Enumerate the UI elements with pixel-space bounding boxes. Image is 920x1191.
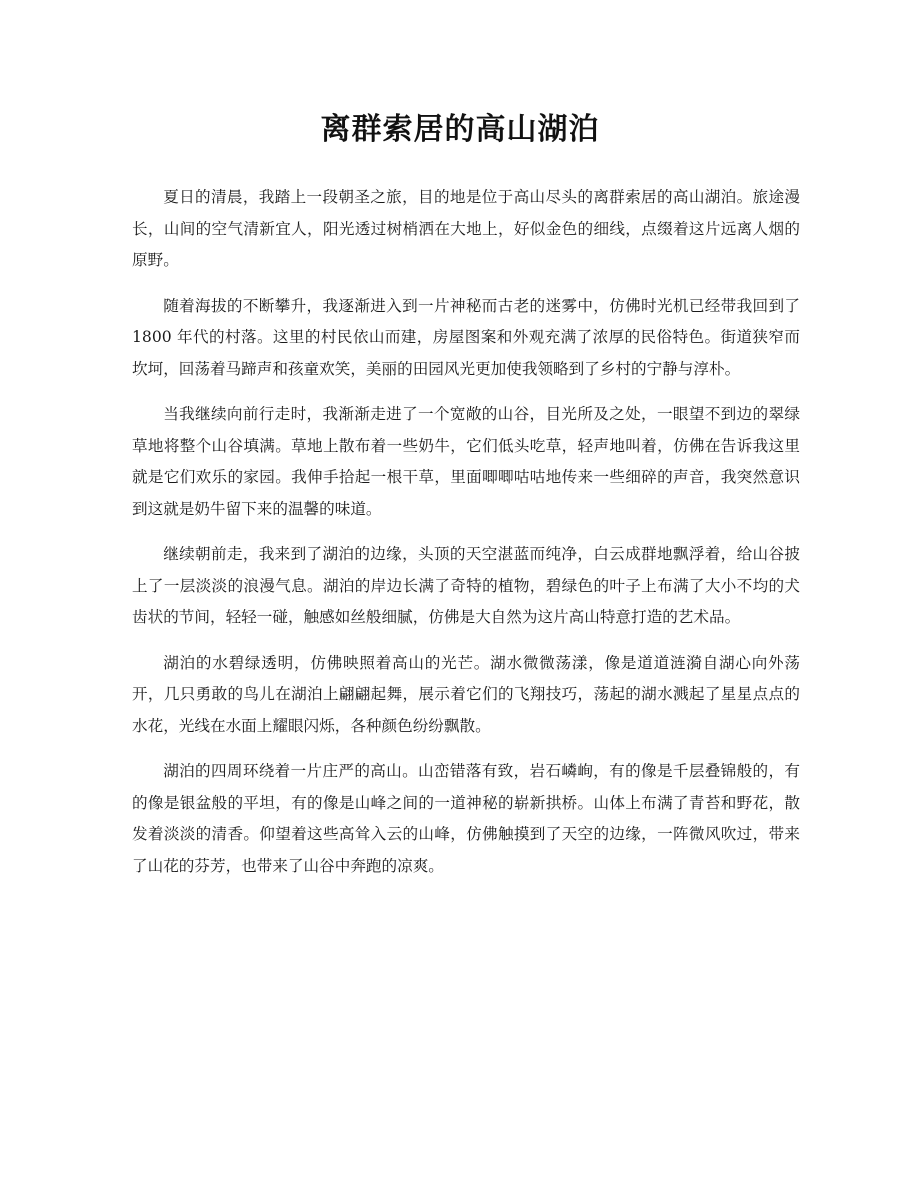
paragraph: 湖泊的水碧绿透明，仿佛映照着高山的光芒。湖水微微荡漾，像是道道涟漪自湖心向外荡开，几只勇敢的鸟儿在湖泊上翩翩起舞，展示着它们的飞翔技巧，荡起的湖水溅起了星星点点的水花，光线在水面上耀眼闪烁，各种颜色纷纷飘散。 <box>132 653 800 735</box>
page-title: 离群索居的高山湖泊 <box>320 112 600 147</box>
paragraph: 夏日的清晨，我踏上一段朝圣之旅，目的地是位于高山尽头的离群索居的高山湖泊。旅途漫长，山间的空气清新宜人，阳光透过树梢洒在大地上，好似金色的细线，点缀着这片远离人烟的原野。 <box>132 188 800 269</box>
paragraph: 当我继续向前行走时，我渐渐走进了一个宽敞的山谷，目光所及之处，一眼望不到边的翠绿草地将整个山谷填满。草地上散布着一些奶牛，它们低头吃草，轻声地叫着，仿佛在告诉我这里就是它们欢乐的家园。我伸手拾起一根干草，里面唧唧咕咕地传来一些细碎的声音，我突然意识到这就是奶牛留下来的温馨的味道。 <box>132 405 800 518</box>
paragraph: 继续朝前走，我来到了湖泊的边缘，头顶的天空湛蓝而纯净，白云成群地飘浮着，给山谷披上了一层淡淡的浪漫气息。湖泊的岸边长满了奇特的植物，碧绿色的叶子上布满了大小不均的犬齿状的节间，轻轻一碰，触感如丝般细腻，仿佛是大自然为这片高山特意打造的艺术品。 <box>132 545 800 626</box>
document-body <box>132 182 800 896</box>
paragraph: 随着海拔的不断攀升，我逐渐进入到一片神秘而古老的迷雾中，仿佛时光机已经带我回到了 1800 年代的村落。这里的村民依山而建，房屋图案和外观充满了浓厚的民俗特色。街道狭窄而坎坷，回荡着马蹄声和孩童欢笑，美丽的田园风光更加使我领略到了乡村的宁静与淳朴。 <box>132 296 800 378</box>
paragraph: 湖泊的四周环绕着一片庄严的高山。山峦错落有致，岩石嶙峋，有的像是千层叠锦般的，有的像是银盆般的平坦，有的像是山峰之间的一道神秘的崭新拱桥。山体上布满了青苔和野花，散发着淡淡的清香。仰望着这些高耸入云的山峰，仿佛触摸到了天空的边缘，一阵微风吹过，带来了山花的芬芳，也带来了山谷中奔跑的凉爽。 <box>132 762 800 875</box>
